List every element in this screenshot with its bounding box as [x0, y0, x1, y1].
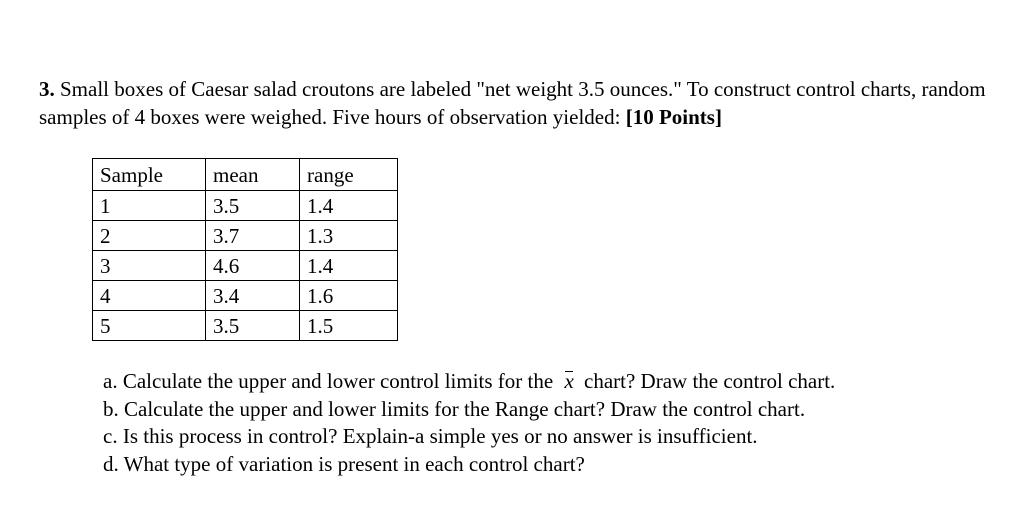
cell-range: 1.6 — [300, 281, 398, 311]
question-c: c. Is this process in control? Explain-a simple yes or no answer is insufficient. — [103, 424, 758, 448]
table-row — [93, 311, 398, 341]
question-list — [103, 368, 1003, 478]
cell-mean: 3.4 — [206, 281, 300, 311]
cell-mean: 4.6 — [206, 251, 300, 281]
cell-range: 1.5 — [300, 311, 398, 341]
problem-text: Small boxes of Caesar salad croutons are labeled "net weight 3.5 ounces." To construct control charts, random samples of 4 boxes were weighed. Five hours of observation yielded: — [39, 77, 986, 129]
question-a-text-before: a. Calculate the upper and lower control limits for the — [103, 369, 554, 393]
cell-mean: 3.5 — [206, 191, 300, 221]
sample-data-table — [92, 158, 398, 341]
question-a — [103, 368, 1003, 396]
cell-sample: 5 — [93, 311, 206, 341]
table-row — [93, 251, 398, 281]
problem-statement — [39, 75, 999, 131]
x-bar-letter: x — [564, 369, 574, 393]
cell-range: 1.3 — [300, 221, 398, 251]
table-row — [93, 221, 398, 251]
table-header-row — [93, 159, 398, 191]
question-d: d. What type of variation is present in each control chart? — [103, 451, 585, 476]
cell-sample: 4 — [93, 281, 206, 311]
cell-range: 1.4 — [300, 191, 398, 221]
x-bar-overline — [565, 371, 572, 372]
cell-range: 1.4 — [300, 251, 398, 281]
cell-mean: 3.7 — [206, 221, 300, 251]
question-a-text-after: chart? Draw the control chart. — [584, 369, 836, 393]
cell-sample: 3 — [93, 251, 206, 281]
table-row — [93, 191, 398, 221]
header-sample: Sample — [93, 159, 206, 191]
header-range: range — [300, 159, 398, 191]
cell-mean: 3.5 — [206, 311, 300, 341]
problem-number: 3. — [39, 77, 55, 101]
question-b: b. Calculate the upper and lower limits for the Range chart? Draw the control chart. — [103, 396, 806, 421]
cell-sample: 1 — [93, 191, 206, 221]
points-label: [10 Points] — [625, 105, 722, 129]
x-bar-symbol — [558, 368, 578, 396]
cell-sample: 2 — [93, 221, 206, 251]
header-mean: mean — [206, 159, 300, 191]
table-row — [93, 281, 398, 311]
